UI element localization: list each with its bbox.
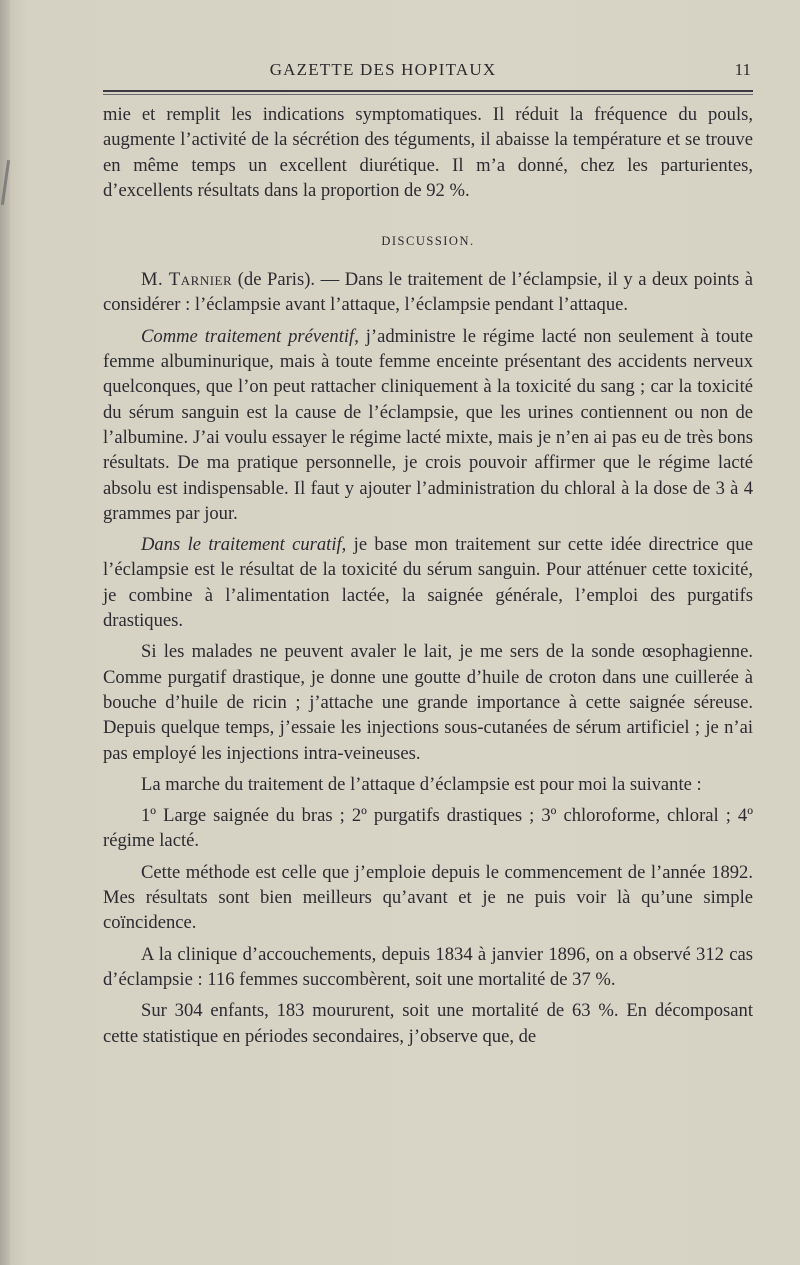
paragraph-clinique: A la clinique d’accouchements, depuis 1834 à janvier 1896, on a observé 312 cas d’éclampsie : 116 femmes succombèrent, soit une mortalité de 37 %. [103, 943, 753, 990]
paragraph-treatment-steps: 1º Large saignée du bras ; 2º purgatifs drastiques ; 3º chloroforme, chloral ; 4º régime lacté. [103, 805, 753, 852]
header-rule [103, 90, 753, 92]
paragraph-curative-text: , je base mon traitement sur cette idée directrice que l’éclampsie est le résultat de la toxicité du sérum sanguin. Pour atténuer cette toxicité, je combine à l’alimentation lactée, la saignée générale, l’emploi des purgatifs drastiques. [103, 534, 753, 632]
paragraph-continuation: mie et remplit les indications symptomatiques. Il réduit la fréquence du pouls, augmente l’activité de la sécrétion des téguments, il abaisse la température et se trouve en même temps un excellent diurétique. Il m’a donné, chez les parturientes, d’excellents résultats dans la proportion de 92 %. [103, 104, 753, 201]
paragraph-enfants: Sur 304 enfants, 183 moururent, soit une mortalité de 63 %. En décomposant cette statistique en périodes secondaires, j’observe que, de [103, 1000, 753, 1047]
preventive-heading: Comme traitement préventif [141, 325, 355, 347]
paragraph-curative [103, 532, 753, 633]
journal-title: GAZETTE DES HOPITAUX [269, 60, 497, 79]
body-text [103, 102, 753, 1049]
section-heading: DISCUSSION. [381, 234, 475, 249]
page-number: 11 [734, 60, 751, 79]
running-header [103, 60, 753, 84]
paragraph-marche: La marche du traitement de l’attaque d’éclampsie est pour moi la suivante : [141, 773, 702, 795]
paragraph-tarnier [103, 267, 753, 318]
curative-heading: Dans le traitement curatif [141, 534, 342, 556]
speaker-name: M. Tarnier [141, 269, 233, 291]
paragraph-preventive-text: , j’administre le régime lacté non seulement à toute femme albuminurique, mais à toute femme enceinte présentant des accidents nerveux quelconques, que l’on peut rattacher cliniquement à la toxicité du sang ; car la toxicité du sérum sanguin est la cause de l’éclampsie, que les urines contiennent ou non de l’albumine. J’ai voulu essayer le régime lacté mixte, mais je n’en ai pas eu de très bons résultats. De ma pratique personnelle, je crois pouvoir affirmer que le régime lacté absolu est indispensable. Il faut y ajouter l’administration du chloral à la dose de 3 à 4 grammes par jour. [103, 325, 753, 524]
paragraph-methode: Cette méthode est celle que j’emploie depuis le commencement de l’année 1892. Mes résultats sont bien meilleurs qu’avant et je ne puis voir là qu’une simple coïncidence. [103, 861, 753, 934]
paragraph-sonde: Si les malades ne peuvent avaler le lait, je me sers de la sonde œsophagienne. Comme purgatif drastique, je donne une goutte d’huile de croton dans une cuillerée à bouche d’huile de ricin ; j’attache une grande importance à cette saignée séreuse. Depuis quelque temps, j’essaie les injections sous-cutanées de sérum artificiel ; je n’ai pas employé les injections intra-veineuses. [103, 641, 753, 764]
paragraph-preventive [103, 324, 753, 526]
paragraph-tarnier-text: (de Paris). — Dans le traitement de l’éclampsie, il y a deux points à considérer : l’éclampsie avant l’attaque, l’éclampsie pendant l’attaque. [103, 269, 753, 316]
header-rule-thin [103, 94, 753, 95]
